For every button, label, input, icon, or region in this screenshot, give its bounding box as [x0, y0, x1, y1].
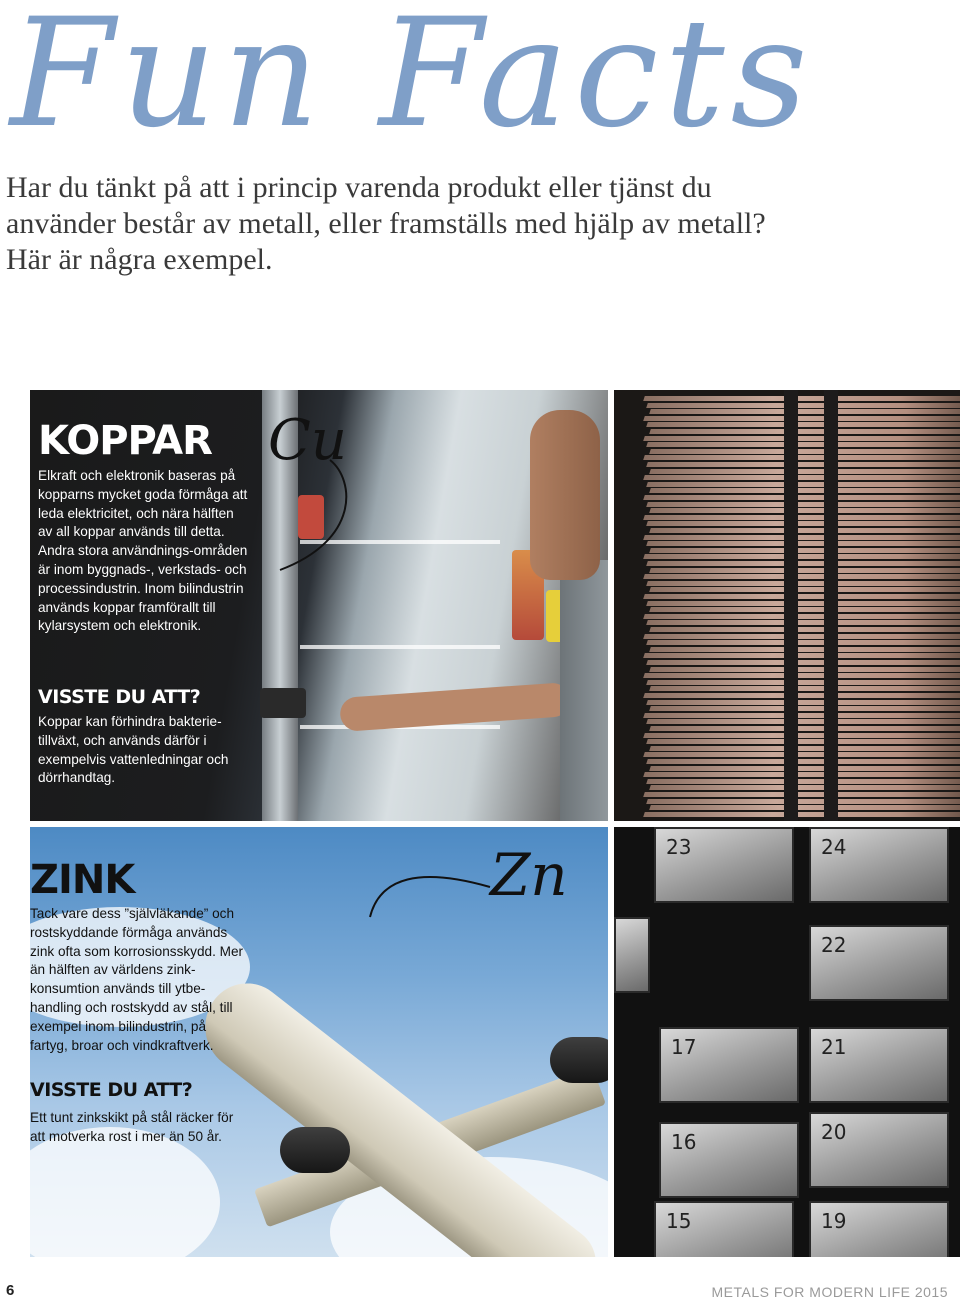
- copper-sheet-image: [649, 508, 960, 513]
- plane-engine-image: [280, 1127, 350, 1173]
- copper-sheet-image: [646, 403, 960, 408]
- copper-sheet-image: [643, 792, 960, 797]
- zink-body: Tack vare dess ”självläkande” och rostskyddande förmåga används zink ofta som korrosionsskydd. Mer än hälften av världens zink-konsumtion används till ytbe-handling och rostskydd av stål, till exempel inom bilindustrin, på fartyg, broar och vindkraftverk.: [30, 906, 244, 1053]
- copper-sheet-image: [646, 521, 960, 526]
- food-container-image: [260, 688, 306, 718]
- zn-handwriting-svg: [360, 847, 500, 927]
- copper-sheet-image: [643, 495, 960, 500]
- copper-sheet-image: [649, 746, 960, 751]
- person-head-image: [530, 410, 600, 580]
- ingot-number: 16: [671, 1130, 697, 1154]
- copper-sheet-image: [646, 719, 960, 724]
- copper-sheet-image: [643, 614, 960, 619]
- copper-sheet-image: [649, 686, 960, 691]
- copper-sheet-image: [643, 574, 960, 579]
- copper-sheet-image: [643, 416, 960, 421]
- copper-sheet-image: [643, 455, 960, 460]
- cu-symbol: Cu: [268, 408, 347, 473]
- zn-symbol: Zn: [490, 841, 568, 909]
- koppar-photo-panel: [30, 390, 608, 821]
- zink-did-you-know-title: VISSTE DU ATT?: [30, 1079, 193, 1101]
- copper-sheet-image: [646, 442, 960, 447]
- copper-sheet-image: [643, 733, 960, 738]
- copper-sheet-image: [643, 594, 960, 599]
- copper-sheet-image: [646, 601, 960, 606]
- page-title: Fun Facts: [10, 0, 814, 161]
- copper-sheet-image: [649, 587, 960, 592]
- copper-sheet-image: [643, 535, 960, 540]
- copper-sheet-image: [646, 759, 960, 764]
- copper-sheet-image: [643, 752, 960, 757]
- copper-sheet-image: [643, 772, 960, 777]
- zink-title: ZINK: [30, 857, 135, 903]
- copper-sheet-image: [646, 660, 960, 665]
- copper-sheet-image: [646, 779, 960, 784]
- copper-sheet-image: [649, 805, 960, 810]
- fridge-shelf: [300, 645, 500, 649]
- copper-sheet-image: [646, 561, 960, 566]
- ingot-number: 15: [666, 1209, 692, 1233]
- copper-sheet-image: [649, 488, 960, 493]
- copper-sheet-image: [649, 766, 960, 771]
- strap-image: [784, 390, 798, 821]
- person-body-image: [560, 560, 608, 821]
- copper-sheet-image: [646, 502, 960, 507]
- copper-sheet-image: [646, 680, 960, 685]
- ingot-number: 21: [821, 1035, 847, 1059]
- copper-sheet-image: [643, 653, 960, 658]
- copper-sheet-image: [643, 396, 960, 401]
- copper-sheet-image: [649, 528, 960, 533]
- copper-sheet-image: [643, 673, 960, 678]
- copper-sheet-image: [643, 554, 960, 559]
- copper-sheet-image: [643, 515, 960, 520]
- copper-sheet-image: [649, 409, 960, 414]
- copper-sheet-image: [649, 449, 960, 454]
- copper-sheet-image: [649, 667, 960, 672]
- plane-engine-image: [550, 1037, 608, 1083]
- strap-image: [824, 390, 838, 821]
- copper-sheet-image: [646, 700, 960, 705]
- copper-sheet-image: [649, 568, 960, 573]
- copper-sheet-image: [649, 469, 960, 474]
- ingot-number: 24: [821, 835, 847, 859]
- ingot-number: 17: [671, 1035, 697, 1059]
- copper-sheet-image: [646, 581, 960, 586]
- copper-sheet-image: [649, 726, 960, 731]
- copper-sheet-image: [649, 647, 960, 652]
- koppar-did-you-know-title: VISSTE DU ATT?: [38, 686, 201, 708]
- zinc-ingots-photo: [614, 827, 960, 1257]
- zink-did-you-know-text: Ett tunt zinkskikt på stål räcker för att motverka rost i mer än 50 år.: [30, 1110, 234, 1144]
- copper-sheet-image: [646, 620, 960, 625]
- copper-sheet-image: [643, 436, 960, 441]
- copper-sheet-image: [646, 739, 960, 744]
- copper-sheet-image: [646, 541, 960, 546]
- ingot-number: 22: [821, 933, 847, 957]
- copper-sheet-image: [649, 627, 960, 632]
- copper-sheet-image: [643, 713, 960, 718]
- koppar-title: KOPPAR: [38, 418, 212, 464]
- koppar-body: Elkraft och elektronik baseras på kopparns mycket goda förmåga att leda elektricitet, och nära hälften av all koppar används till detta. Andra stora användnings-områden är inom byggnads-, verkstads- och processindustrin. Inom bilindustrin används koppar framförallt till kylarsystem och elektronik.: [38, 468, 248, 634]
- copper-sheet-image: [649, 785, 960, 790]
- page-number: 6: [6, 1282, 15, 1299]
- intro-paragraph: Har du tänkt på att i princip varenda produkt eller tjänst du använder består av metall, eller framställs med hjälp av metall? Här är några exempel.: [6, 171, 766, 276]
- ingot-number: 23: [666, 835, 692, 859]
- copper-sheet-image: [646, 799, 960, 804]
- ingot-number: 19: [821, 1209, 847, 1233]
- copper-sheet-image: [643, 634, 960, 639]
- copper-sheet-image: [646, 422, 960, 427]
- copper-sheet-image: [646, 482, 960, 487]
- copper-sheet-image: [643, 812, 960, 817]
- zink-photo-panel: [30, 827, 608, 1257]
- koppar-did-you-know-text: Koppar kan förhindra bakterie-tillväxt, och används därför i exempelvis vattenledningar och dörrhandtag.: [38, 714, 229, 786]
- copper-sheet-image: [646, 462, 960, 467]
- copper-sheet-image: [643, 693, 960, 698]
- copper-sheet-image: [649, 548, 960, 553]
- copper-sheet-image: [646, 640, 960, 645]
- copper-sheet-image: [649, 706, 960, 711]
- publication-title: METALS FOR MODERN LIFE 2015: [711, 1284, 948, 1300]
- copper-sheet-image: [649, 607, 960, 612]
- copper-sheets-photo: [614, 390, 960, 821]
- copper-sheet-image: [643, 475, 960, 480]
- copper-sheet-image: [649, 429, 960, 434]
- ingot-number: 20: [821, 1120, 847, 1144]
